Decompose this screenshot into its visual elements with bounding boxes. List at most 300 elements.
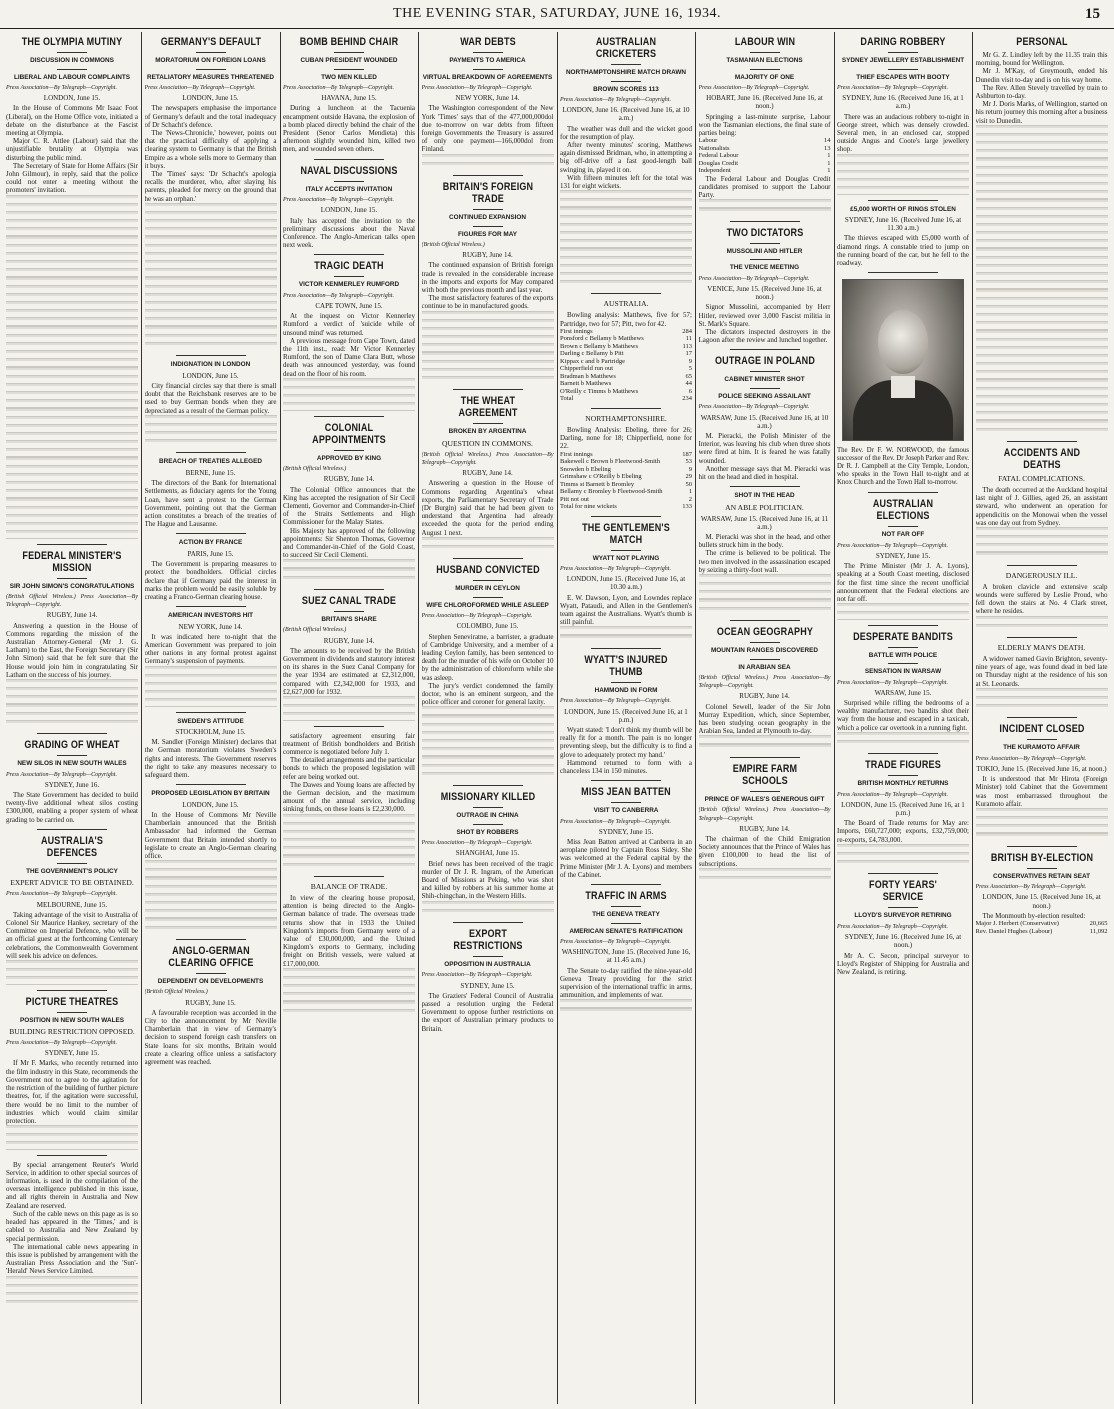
text-line [976,543,1108,551]
table-row [560,358,692,366]
divider [611,923,641,924]
table-row [560,458,692,466]
headline: COLONIAL APPOINTMENTS [312,421,386,446]
text-line [976,223,1108,231]
table-value: 1 [688,488,692,495]
paragraph: Springing a last-minute surprise, Labour won the Tasmanian elections, the final state of parties being: [698,112,831,138]
text-line [6,448,138,456]
table-label: Bakewell c Brown b Fleetwood-Smith [560,458,661,465]
paragraph: Surprised while rifling the bedrooms of a wealthy manufacturer, two bandits shot their way from the house and escaped in a taxicab, which a police car overtook in a running fight. [837,698,969,732]
headline: BRITISH BY-ELECTION [990,851,1093,864]
text-line [6,679,138,687]
subheadline: MURDER IN CEYLON [455,585,520,593]
column-6 [699,32,831,1404]
divider [334,611,364,612]
text-line [6,473,138,481]
subheadline: CONSERVATIVES RETAIN SEAT [992,872,1091,880]
column-rule [418,32,419,1404]
headline: THE WHEAT AGREEMENT [457,395,518,420]
paragraph: Mr J. Doris Marks, of Wellington, started on his return journey this morning after a business visit to Dunedin. [975,100,1108,125]
text-line [976,231,1108,239]
article [699,763,831,884]
subheadline: BROWN SCORES 113 [593,85,659,93]
article [837,759,969,868]
subheadline: THIEF ESCAPES WITH BOOTY [856,73,950,81]
text-line [6,375,138,383]
text-line [837,603,969,611]
article [560,522,692,643]
headline: ANGLO-GERMAN CLEARING OFFICE [167,944,254,969]
paragraph: Stephen Seneviratne, a barrister, a graduate of Cambridge University, and a member of a leading Ceylon family, has been sentenced to death for the murder of his wife on October 10 by the administration of chloroform while she was asleep. [421,632,554,682]
text-line [976,824,1108,832]
table-row [560,451,692,459]
paragraph: Mr G. Z. Lindley left by the 11.35 train this morning, bound for Wellington. [975,51,1108,68]
text-line [145,423,277,431]
paragraph: In the House of Commons Mr Neville Chamberlain announced that the British Ambassador had informed the German Government that Britain intended shortly to legislate to create an Anglo-German clearing office. [144,811,277,861]
text-line [976,808,1108,816]
divider [334,52,364,53]
article [422,395,554,553]
paragraph: After twenty minutes' scoring, Matthews again dismissed Bridman, who, in attempting a big off-drive off a fast good-length ball swinging in, played it on. [560,141,692,174]
table-value: 2 [688,495,692,503]
text-line [6,252,138,260]
credit-line: (British Official Wireless.) [283,627,347,634]
article [837,279,969,487]
text-line [6,342,138,350]
text-line [6,203,138,211]
text-line [145,698,277,706]
article [560,786,692,879]
text-line [699,208,831,216]
divider [750,371,780,372]
table-label: Chipperfield run out [560,365,614,373]
headline: INCIDENT CLOSED [998,723,1085,736]
subheadline-roman: NORTHAMPTONSHIRE. [585,413,667,423]
text-line [976,428,1108,436]
divider [611,64,641,65]
text-line [145,431,277,439]
text-line [560,272,692,280]
article-divider [314,159,384,160]
text-line [422,352,554,360]
subheadline: TASMANIAN ELECTIONS [726,57,803,64]
article-divider [176,939,246,940]
credit-line: Press Association—By Telegraph—Copyright. [283,292,394,299]
dateline: LONDON, June 15. (Received June 16, at 10.30 a.m.) [566,575,686,592]
table-label: Total for nine wickets [560,503,617,510]
text-line [6,227,138,235]
article-divider [314,726,384,727]
subheadline: VIRTUAL BREAKDOWN OF AGREEMENTS [422,73,553,81]
text-line [560,280,692,288]
divider [473,423,503,424]
text-line [145,918,277,926]
text-line [976,688,1108,696]
credit-line: Press Association—By Telegraph—Copyright. [421,613,533,620]
text-line [6,960,138,968]
article [837,206,969,268]
table-row [560,380,692,388]
paragraph: Hammond returned to form with a chanceless 134 in 150 minutes. [560,758,692,775]
text-line [976,215,1108,223]
divider [750,388,780,389]
dateline: SYDNEY, June 16. (Received June 16, at noon.) [844,933,962,950]
article [145,612,277,706]
column-rule [141,32,142,1404]
text-line [560,635,692,643]
credit-line: Press Association—By Telegraph—Copyright. [975,755,1087,762]
paragraph: Major C. R. Attlee (Labour) said that the unjustifiable brutality at Olympia was disturbing the public mind. [6,137,138,162]
article [560,890,692,1016]
credit-line: Press Association—By Telegraph—Copyright. [6,1040,117,1047]
divider [888,907,918,908]
paragraph: The weather was dull and the wicket good for the resumption of play. [560,124,692,141]
article-divider [1007,565,1077,566]
table-row [699,167,831,175]
credit-line: Press Association—By Telegraph—Copyright. [560,97,671,103]
text-line [6,695,138,703]
article-divider [730,221,800,222]
article [283,422,415,584]
paragraph: Wyatt stated: 'I don't think my thumb will be really fit for a month. The pain is no longer preventing sleep, but the difficulty is to find a glove to adequately protect my hand.' [560,725,692,759]
dateline: SYDNEY, June 15. [875,551,931,560]
paragraph: The amounts to be received by the British Government in dividends and statutory interest on its shares in the Suez Canal Company for the year 1934 are estimated at £2,312,000, compared with £2,342,000 for 1933, and £2,627,000 for 1932. [283,646,415,696]
text-line [422,335,554,343]
article [145,458,277,528]
headline: GERMANY'S DEFAULT [160,36,261,48]
dateline: WASHINGTON, June 15. (Received June 16, at 11.45 a.m.) [561,948,691,965]
subheadline: THE KURAMOTO AFFAIR [1003,744,1080,752]
text-line [976,248,1108,256]
text-line [283,863,415,871]
text-line [422,723,554,731]
subheadline: FIGURES FOR MAY [457,230,518,238]
headline: TWO DICTATORS [726,226,803,239]
text-line [6,350,138,358]
table-row [560,388,692,396]
subheadline: CABINET MINISTER SHOT [724,376,805,384]
divider [196,52,226,53]
article-divider [176,784,246,785]
text-line [6,976,138,984]
headline: BOMB BEHIND CHAIR [299,36,399,48]
text-line [283,984,415,992]
text-line [6,416,138,424]
text-line [283,386,415,394]
text-line [837,844,969,852]
paragraph: Mr A. C. Secon, principal surveyor to Lloyd's Register of Shipping for Australia and New Zealand, is retiring. [837,951,969,976]
dateline: BERNE, June 15. [185,468,236,477]
text-line [6,968,138,976]
text-line [837,162,969,170]
text-line [560,248,692,256]
subheadline: DISCUSSION IN COMMONS [30,57,114,64]
text-line [145,877,277,885]
paragraph: The directors of the Bank for International Settlements, as fiduciary agents for the Young Loan, have sent a protest to the German Government, pointing out that the German action constitutes a breach of the treaties of The Hague and Lausanne. [144,479,277,529]
paragraph: The jury's verdict condemned the family doctor, who is an eminent surgeon, and the police officer and coroner for general laxity. [421,681,554,707]
text-line [6,399,138,407]
column-2 [145,32,277,1404]
divider [334,450,364,451]
article [560,654,692,775]
paragraph: The Federal Labour and Douglas Credit candidates promised to support the Labour Party. [698,174,831,200]
headline: OCEAN GEOGRAPHY [716,626,813,639]
dateline: RUGBY, June 15. [185,998,236,1007]
table-label: Nationalists [698,144,730,152]
text-line [976,297,1108,305]
text-line [976,125,1108,133]
table-value: 284 [682,327,692,335]
credit-line: Press Association—By Telegraph—Copyright. [837,85,948,91]
subheadline: MOUNTAIN RANGES DISCOVERED [710,647,819,655]
paragraph: The crime is believed to be political. The two men involved in the assassination escaped by seizing a thirty-foot wall. [698,549,831,574]
article [422,36,554,170]
paragraph: At the inquest on Victor Kennerley Rumford a verdict of 'suicide while of unsound mind' was returned. [283,312,415,337]
text-line [699,582,831,590]
article [6,36,138,539]
dateline: NEW YORK, June 14. [178,622,243,631]
article-divider [176,452,246,453]
text-line [145,909,277,917]
divider [334,69,364,70]
dateline: RUGBY, June 14. [323,475,375,484]
headline: DESPERATE BANDITS [853,630,953,643]
subheadline: VISIT TO CANBERRA [593,807,659,815]
article-divider [37,1155,107,1156]
paragraph: Another message says that M. Pieracki was hit on the head and died in hospital. [698,464,831,481]
text-line [283,822,415,830]
column-rule [695,32,696,1404]
paragraph: Brief news has been received of the tragic murder of Dr J. R. Ingram, of the American Board of Missions at Peking, who was shot and killed by robbers at his summer home at Shih-chingchan, in the Western Hills. [421,859,554,901]
headline: AUSTRALIA'S DEFENCES [40,834,104,859]
article-divider [868,753,938,754]
text-line [283,830,415,838]
text-line [699,574,831,582]
article [422,564,554,780]
paragraph: The Graziers' Federal Council of Australia passed a resolution urging the Federal Government to oppose further restrictions on the export of Australian primary products to Britain. [421,991,554,1033]
article-divider [1007,441,1077,442]
subheadline-roman: FATAL COMPLICATIONS. [998,473,1085,483]
text-line [837,740,969,748]
text-line [6,358,138,366]
text-line [422,756,554,764]
text-line [6,498,138,506]
dateline: LONDON, June 15. (Received June 16, at noon.) [982,893,1101,910]
text-line [422,327,554,335]
text-line [145,901,277,909]
divider [473,52,503,53]
text-line [560,198,692,206]
table-row [699,160,831,168]
text-line [6,522,138,530]
subheadline: WIFE CHLOROFORMED WHILE ASLEEP [426,601,549,609]
paragraph: The Senate to-day ratified the nine-year-old Geneva Treaty providing for the strict supervision of the international traffic in arms, ammunition, and implements of war. [560,966,692,1000]
subheadline: ACTION BY FRANCE [178,539,243,547]
text-line [283,1001,415,1009]
text-line [976,420,1108,428]
paragraph: It was indicated here to-night that the American Government was prepared to join other nations in any formal protest against Germany's suspension of payments. [144,632,277,666]
text-line [145,342,277,350]
table-label: Rev. Daniel Hughes (Labour) [975,927,1053,935]
text-line [976,289,1108,297]
headline: SUEZ CANAL TRADE [301,594,397,607]
table-value: 65 [685,372,692,380]
table-label: Pitt not out [560,495,589,503]
subheadline: BRITAIN'S SHARE [321,615,377,623]
text-line [145,439,277,447]
headline: WAR DEBTS [459,36,516,48]
text-line [283,838,415,846]
portrait-photo [842,279,964,441]
subheadline: WYATT NOT PLAYING [592,554,660,562]
text-line [6,481,138,489]
headline: WYATT'S INJURED THUMB [584,653,668,678]
article-divider [314,416,384,417]
paragraph: The detailed arrangements and the particular bonds to which the proposed legislation will refer are being worked out. [283,756,415,781]
subheadline-roman: BUILDING RESTRICTION OPPOSED. [9,1027,135,1037]
text-line [6,367,138,375]
credit-line: (British Official Wireless.) [144,989,208,996]
subheadline: SYDNEY JEWELLERY ESTABLISHMENT [841,57,965,64]
divider [473,597,503,598]
headline: HUSBAND CONVICTED [435,564,540,577]
credit-line: Press Association—By Telegraph—Copyright. [560,818,671,825]
credit-line: Press Association—By Telegraph—Copyright. [698,85,810,91]
article-divider [453,785,523,786]
text-line [145,277,277,285]
photo-face [878,310,928,374]
score-table [560,451,692,511]
subheadline-roman: QUESTION IN COMMONS. [442,438,533,448]
text-line [6,236,138,244]
text-line [976,272,1108,280]
text-line [976,354,1108,362]
article-divider [37,990,107,991]
article [145,945,277,1066]
text-line [976,338,1108,346]
text-line [145,317,277,325]
article-divider [868,272,938,273]
dateline: SYDNEY, June 16. [44,780,100,789]
text-line [976,411,1108,419]
text-line [6,211,138,219]
text-line [145,860,277,868]
column-7 [837,32,969,1404]
paragraph: In view of the clearing house proposal, attention is being directed to the Anglo-German balance of trade. The overseas trade returns show that in 1933 the United Kingdom's imports from Germany were of a value of £30,000,000, and the United Kingdom's exports to Germany, including freight on British vessels, were valued at £17,000,000. [283,893,415,968]
subheadline: LLOYD'S SURVEYOR RETIRING [854,912,952,920]
text-line [6,293,138,301]
headline: EMPIRE FARM SCHOOLS [732,762,797,787]
table-value: 1 [827,159,831,167]
text-line [976,207,1108,215]
subheadline: BRITISH MONTHLY RETURNS [857,780,949,788]
text-line [699,599,831,607]
headline: FEDERAL MINISTER'S MISSION [22,549,122,574]
text-line [422,343,554,351]
text-line [422,764,554,772]
text-line [145,301,277,309]
credit-line: Press Association—By Telegraph—Copyright. [6,891,117,898]
table-value: 53 [685,458,692,465]
table-label: Timms st Barnett b Bromley [560,480,635,488]
text-line [145,885,277,893]
text-line [976,616,1108,624]
column-1 [6,32,138,1404]
table-label: Bellamy c Bromley b Fleetwood-Smith [560,488,663,495]
table-label: Kippax c and b Partridge [560,357,625,365]
text-line [976,305,1108,313]
text-line [6,432,138,440]
credit-line: (British Official Wireless.) [421,242,485,248]
table-label: O'Reilly c Timms b Matthews [560,387,639,395]
paragraph: It is understood that Mr Hirota (Foreign Minister) told Cabinet that the Government was most embarrassed throughout the Kuramoto affair. [975,775,1108,808]
dateline: CAPE TOWN, June 15. [315,302,383,311]
paragraph: During a luncheon at the Tacuenia encampment outside Havana, the explosion of a bomb placed directly behind the chair of the President (Senor Carlos Mendieta) this afternoon slightly wounded him, killed two men, and wounded seven others. [283,104,415,154]
subheadline: SIR JOHN SIMON'S CONGRATULATIONS [9,582,135,590]
article [699,492,831,615]
article [560,414,692,511]
divider [334,181,364,182]
credit-line: Press Association—By Telegraph—Copyright. [144,85,256,91]
divider [888,647,918,648]
article [837,879,969,976]
table-value: 187 [682,450,692,458]
column-rule [557,32,558,1404]
text-line [699,876,831,884]
subheadline: MAJORITY OF ONE [734,73,795,81]
text-line [6,1300,138,1308]
column-3 [283,32,415,1404]
text-line [6,424,138,432]
text-line [283,855,415,863]
table-value: 1 [827,167,831,175]
article [6,996,138,1150]
text-line [560,223,692,231]
divider [473,824,503,825]
table-label: Brown c Bellamy b Matthews [560,342,638,350]
text-line [145,227,277,235]
text-line [6,704,138,712]
dateline: LONDON, June 15. [182,94,239,103]
column-rule [834,32,835,1404]
divider [473,209,503,210]
table-value: 113 [682,342,692,350]
text-line [837,860,969,868]
masthead-title: THE EVENING STAR, SATURDAY, JUNE 16, 1934. [393,6,721,21]
credit-line: (British Official Wireless.) Press Association—By Telegraph—Copyright. [6,594,138,609]
text-line [6,1284,138,1292]
paragraph: M. Sandler (Foreign Minister) declares that the German moratorium violates Sweden's rights and interests. The Government reserves the right to take any measures necessary to safeguard them. [144,738,277,780]
text-line [422,537,554,545]
table-value: 20,665 [1089,920,1108,928]
subheadline: SENSATION IN WARSAW [864,668,942,676]
dateline: COLOMBO, June 15. [456,622,519,631]
text-line [283,846,415,854]
article [976,852,1108,935]
table-value: 50 [685,480,692,488]
dateline: LONDON, June 15. [320,206,378,215]
text-line [422,311,554,319]
headline: THE GENTLEMEN'S MATCH [582,521,670,546]
text-line [422,772,554,780]
table-label: First innings [560,327,593,335]
text-line [6,326,138,334]
paragraph: Italy has accepted the invitation to the preliminary discussions about the Naval Conference. The Anglo-American talks open next week. [283,216,415,250]
article [976,723,1108,840]
table-value: 5 [688,365,692,373]
dateline: LONDON, June 15. [43,94,101,103]
paragraph: E. W. Dawson, Lyon, and Lowndes replace Wyatt, Pataudi, and Allen in the Gentlemen's team against the Australians. Wyatt's thumb is still painful. [560,593,692,627]
